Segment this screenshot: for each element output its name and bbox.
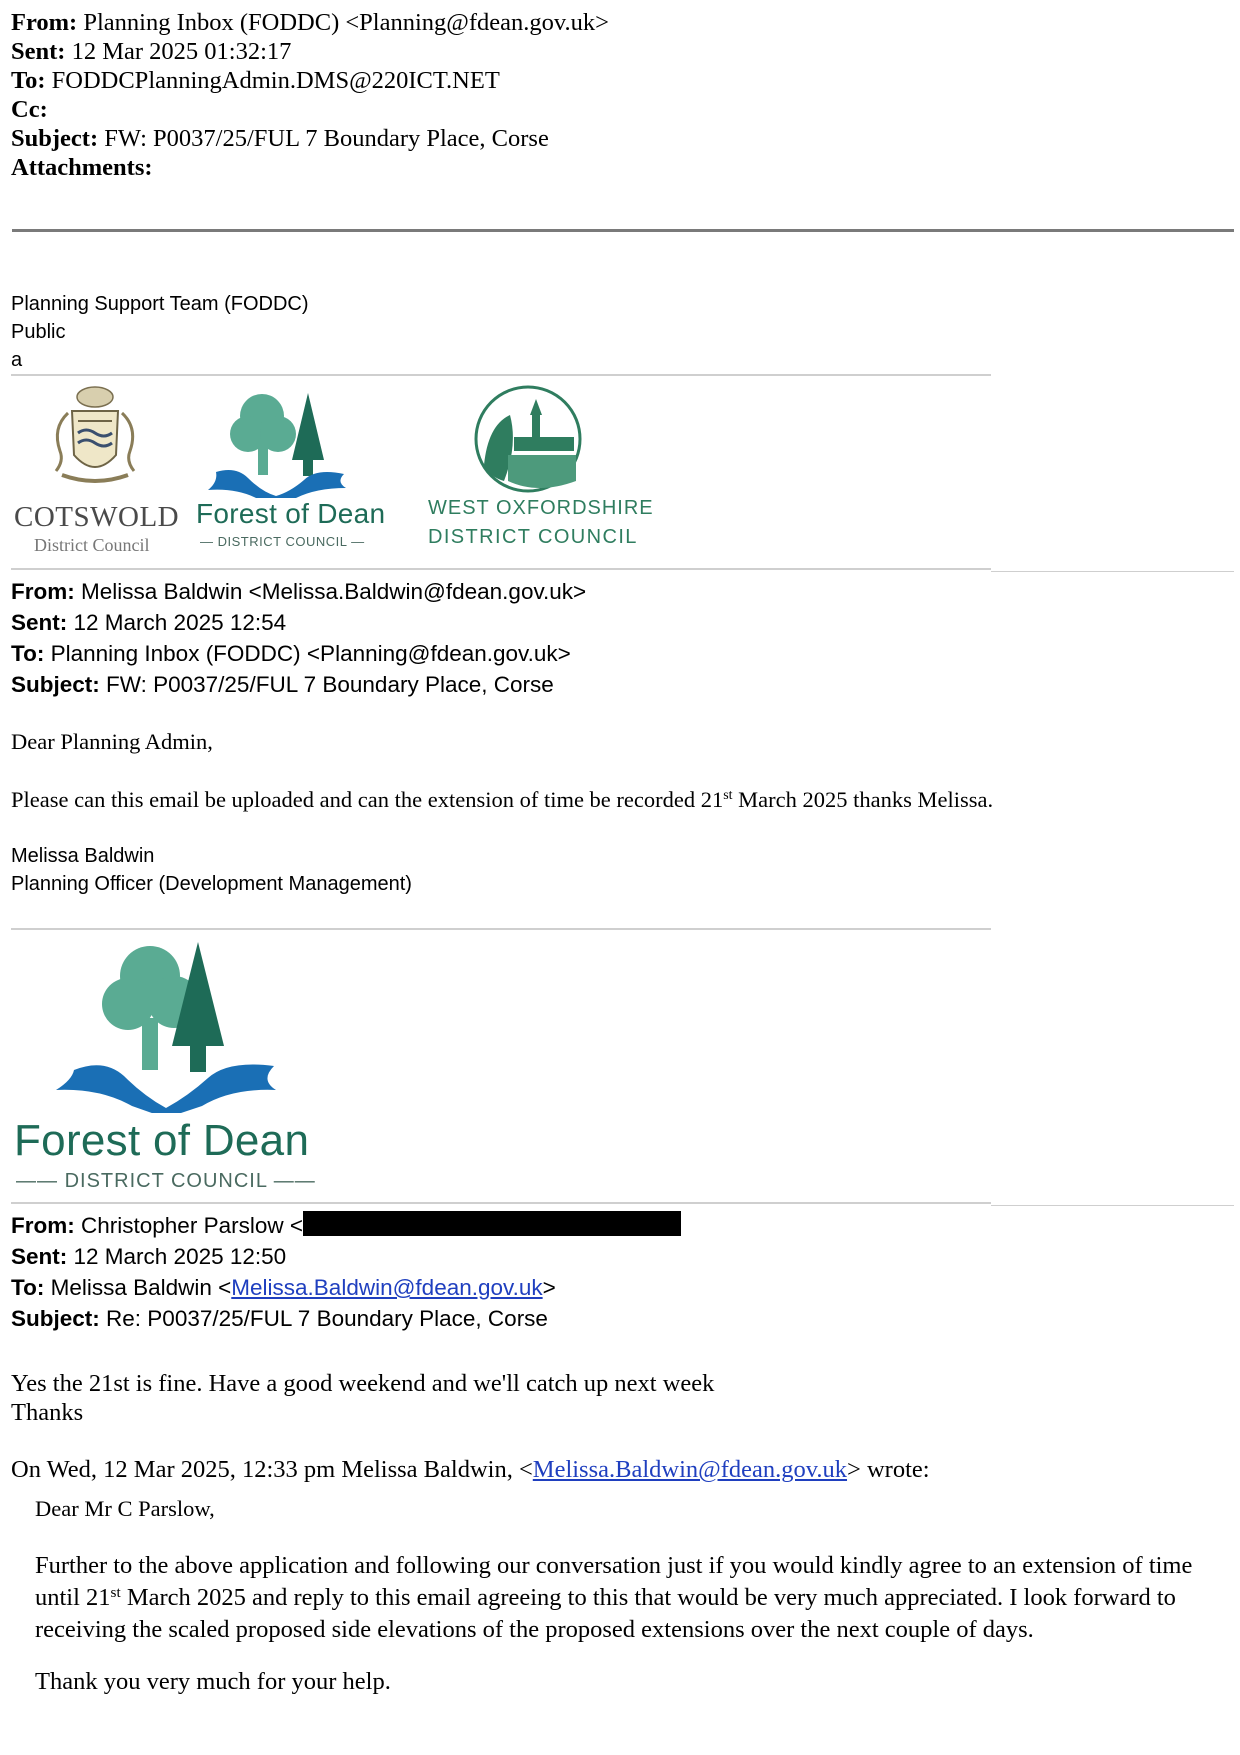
large-logo-divider bbox=[11, 1202, 991, 1204]
email3-sent-row: Sent: 12 March 2025 12:50 bbox=[11, 1244, 287, 1269]
cotswold-logo-name: COTSWOLD bbox=[14, 501, 180, 533]
signature-line-extra: a bbox=[11, 349, 23, 371]
logos-divider bbox=[11, 568, 991, 570]
email3-from-row: From: Christopher Parslow < bbox=[11, 1210, 681, 1241]
forest-of-dean-large-logo-name: Forest of Dean bbox=[14, 1116, 310, 1165]
email2-header bbox=[11, 576, 586, 700]
forest-of-dean-tree-icon bbox=[196, 388, 396, 498]
outer-from-row: From: Planning Inbox (FODDC) <Planning@fdean.gov.uk> bbox=[11, 9, 609, 36]
signature-line-classification: Public bbox=[11, 321, 66, 343]
quote-greeting: Dear Mr C Parslow, bbox=[35, 1496, 215, 1521]
email3-header bbox=[11, 1210, 681, 1334]
outer-sent-row: Sent: 12 Mar 2025 01:32:17 bbox=[11, 38, 292, 65]
header-divider bbox=[12, 229, 1234, 232]
email2-from-row: From: Melissa Baldwin <Melissa.Baldwin@fdean.gov.uk> bbox=[11, 579, 587, 604]
cotswold-logo bbox=[12, 383, 178, 558]
forest-of-dean-logo-sub-row: — DISTRICT COUNCIL — bbox=[200, 534, 365, 549]
email3-subject-value: Re: P0037/25/FUL 7 Boundary Place, Corse bbox=[106, 1306, 548, 1331]
email3-subject-row: Subject: Re: P0037/25/FUL 7 Boundary Place, Corse bbox=[11, 1306, 548, 1331]
email2-subject-row: Subject: FW: P0037/25/FUL 7 Boundary Place, Corse bbox=[11, 672, 554, 697]
email3-reply bbox=[11, 1369, 714, 1427]
email2-to-row: To: Planning Inbox (FODDC) <Planning@fdean.gov.uk> bbox=[11, 641, 571, 666]
logos-divider-extension bbox=[991, 571, 1234, 572]
forest-of-dean-logo-large bbox=[12, 938, 322, 1200]
email2-signature bbox=[11, 842, 412, 898]
signature-divider-top bbox=[11, 374, 991, 376]
quote-intro-email-link[interactable]: Melissa.Baldwin@fdean.gov.uk bbox=[532, 1456, 848, 1483]
west-oxfordshire-logo bbox=[428, 385, 654, 560]
quote-thanks: Thank you very much for your help. bbox=[35, 1668, 391, 1695]
email2-subject-value: FW: P0037/25/FUL 7 Boundary Place, Corse bbox=[106, 672, 554, 697]
forest-of-dean-large-logo-sub-row: —— DISTRICT COUNCIL —— bbox=[16, 1170, 316, 1192]
forest-of-dean-logo-small bbox=[196, 388, 396, 558]
west-oxfordshire-logo-sub: DISTRICT COUNCIL bbox=[428, 526, 638, 548]
email3-to-email-link[interactable]: Melissa.Baldwin@fdean.gov.uk bbox=[231, 1275, 543, 1300]
outer-attachments-row: Attachments: bbox=[11, 154, 153, 181]
forest-of-dean-logo-sub: DISTRICT COUNCIL bbox=[217, 534, 347, 549]
forest-of-dean-large-tree-icon bbox=[12, 938, 322, 1113]
west-oxfordshire-emblem-icon bbox=[428, 385, 628, 495]
email2-sent-row: Sent: 12 March 2025 12:54 bbox=[11, 610, 287, 635]
email2-from-value: Melissa Baldwin <Melissa.Baldwin@fdean.gov.uk> bbox=[81, 579, 587, 604]
email2-to-value: Planning Inbox (FODDC) <Planning@fdean.gov.uk> bbox=[50, 641, 571, 666]
large-logo-divider-extension bbox=[991, 1205, 1234, 1206]
outer-subject-row: Subject: FW: P0037/25/FUL 7 Boundary Place, Corse bbox=[11, 125, 549, 152]
email2-signature-name: Melissa Baldwin bbox=[11, 845, 155, 867]
forest-of-dean-large-logo-sub: DISTRICT COUNCIL bbox=[64, 1170, 268, 1192]
email2-body: Please can this email be uploaded and can the extension of time be recorded 21st March 2025 thanks Melissa. bbox=[11, 787, 994, 812]
outer-subject-value: FW: P0037/25/FUL 7 Boundary Place, Corse bbox=[104, 125, 549, 152]
email2-signature-title: Planning Officer (Development Management) bbox=[11, 873, 412, 895]
email2-signature-divider bbox=[11, 928, 991, 930]
forest-of-dean-logo-name: Forest of Dean bbox=[196, 498, 386, 529]
outer-from-value: Planning Inbox (FODDC) <Planning@fdean.gov.uk> bbox=[83, 9, 609, 36]
quote-paragraph: Further to the above application and following our conversation just if you would kindly agree to an extension of time until 21st March 2025 and reply to this email agreeing to this that would be very much appreciated. I look forward to receiving the scaled proposed side elevations of the proposed extensions over the next couple of days. bbox=[35, 1552, 1193, 1643]
outer-to-value: FODDCPlanningAdmin.DMS@220ICT.NET bbox=[51, 67, 500, 94]
signature-line-team: Planning Support Team (FODDC) bbox=[11, 293, 309, 315]
outer-email-header bbox=[11, 8, 609, 182]
outer-sent-value: 12 Mar 2025 01:32:17 bbox=[71, 38, 292, 65]
west-oxfordshire-logo-name: WEST OXFORDSHIRE bbox=[428, 497, 654, 519]
email3-from-value: Christopher Parslow < bbox=[81, 1213, 303, 1238]
support-team-signature bbox=[11, 290, 309, 374]
redaction-box bbox=[303, 1211, 681, 1236]
outer-cc-row: Cc: bbox=[11, 96, 48, 123]
email3-to-row: To: Melissa Baldwin <Melissa.Baldwin@fdean.gov.uk> bbox=[11, 1275, 556, 1300]
cotswold-logo-sub: District Council bbox=[34, 535, 150, 555]
quote-intro: On Wed, 12 Mar 2025, 12:33 pm Melissa Baldwin, <Melissa.Baldwin@fdean.gov.uk> wrote: bbox=[11, 1456, 930, 1483]
email2-greeting: Dear Planning Admin, bbox=[11, 729, 213, 754]
email3-sent-value: 12 March 2025 12:50 bbox=[73, 1244, 287, 1269]
email2-sent-value: 12 March 2025 12:54 bbox=[73, 610, 287, 635]
email3-reply-line2: Thanks bbox=[11, 1399, 84, 1426]
email3-reply-line1: Yes the 21st is fine. Have a good weekend and we'll catch up next week bbox=[11, 1370, 715, 1397]
outer-to-row: To: FODDCPlanningAdmin.DMS@220ICT.NET bbox=[11, 67, 500, 94]
cotswold-crest-icon bbox=[12, 383, 178, 493]
